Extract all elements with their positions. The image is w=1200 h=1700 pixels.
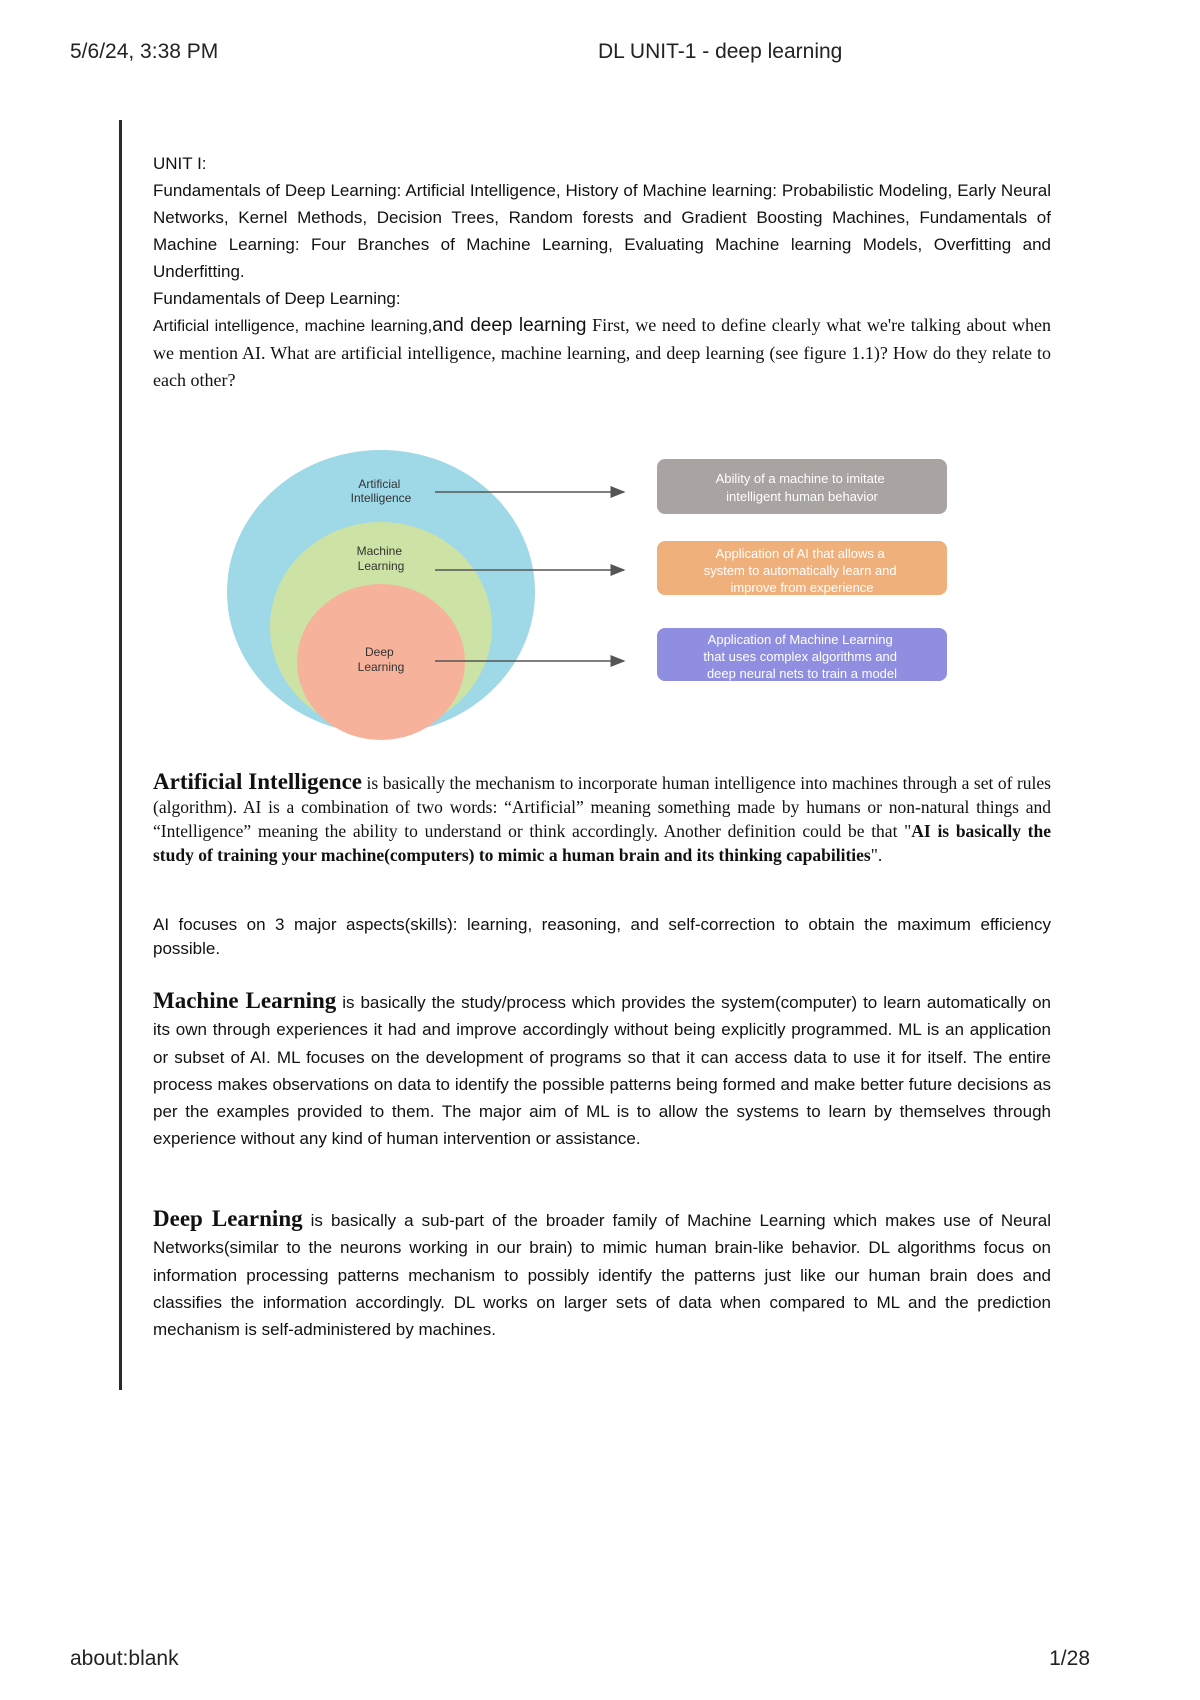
syllabus-paragraph: Fundamentals of Deep Learning: Artificial Intelligence, History of Machine learning: Probabilistic Modeling, Early Neural Networks, Kernel Methods, Decision Trees, Random forests and Gradient Boosting Machines, Fundamentals of Machine Learning: Four Branches of Machine Learning, Evaluating Machine learning Models, Overfitting and Underfitting. (153, 181, 1051, 281)
ml-circle-label-2: Learning (357, 559, 405, 573)
document-title: DL UNIT-1 - deep learning (598, 40, 843, 63)
ml-definition-text: is basically the study/process which provides the system(computer) to learn automatically on its own through experiences it had and improve accordingly without being explicitly programmed. ML is an application or subset of AI. ML focuses on the development of programs so that it can access data to use it for itself. The entire process makes observations on data to identify the possible patterns being formed and make better future decisions as per the examples provided to them. The major aim of ML is to allow the systems to learn by themselves through experience without any kind of human intervention or assistance. (153, 993, 1051, 1149)
ml-box-line-3: improve from experience (730, 580, 874, 595)
dl-box-line-3: deep neural nets to train a model (706, 666, 898, 681)
svg-text:Artificial Intelligence (351, 477, 412, 505)
ai-focus-paragraph: AI focuses on 3 major aspects(skills): learning, reasoning, and self-correction to obtain the maximum efficiency possible. (153, 915, 1051, 958)
dl-paragraph (153, 1205, 1051, 1343)
ai-term: Artificial Intelligence (153, 769, 363, 794)
ai-ml-dl-diagram (210, 440, 960, 745)
svg-text:Machine Learning (357, 544, 406, 573)
print-datetime: 5/6/24, 3:38 PM (70, 40, 219, 63)
print-header (70, 40, 1130, 70)
dl-box-line-2: that uses complex algorithms and (703, 649, 898, 664)
unit-label: UNIT I: (153, 154, 207, 173)
dl-box-line-1: Application of Machine Learning (707, 632, 893, 647)
print-footer (70, 1647, 1130, 1677)
intro-body: First, we need to define clearly what we're talking about when we mention AI. What are artificial intelligence, machine learning, and deep learning (see figure 1.1)? How do they relate to each other? (153, 315, 1051, 390)
footer-url: about:blank (70, 1647, 179, 1670)
page-number: 1/28 (1049, 1647, 1090, 1670)
svg-text:Application of AI that allows (704, 546, 901, 595)
intro-lead-2: and deep learning (432, 315, 587, 336)
ai-circle-label-1: Artificial (358, 477, 401, 491)
ml-circle-label-1: Machine (356, 544, 403, 558)
left-margin-rule (119, 120, 122, 1390)
dl-circle-label-2: Learning (357, 660, 405, 674)
intro-section (153, 150, 1051, 394)
ml-paragraph (153, 987, 1051, 1153)
ml-box-line-2: system to automatically learn and (703, 563, 897, 578)
ai-box-line-1: Ability of a machine to imitate (715, 471, 885, 486)
ai-paragraph (153, 770, 1051, 867)
ai-bold-definition: AI is basically the study of training your machine(computers) to mimic a human brain and its thinking capabilities (153, 821, 1051, 865)
ai-box-line-2: intelligent human behavior (726, 489, 878, 504)
dl-circle-label-1: Deep (364, 645, 394, 659)
ai-circle-label-2: Intelligence (350, 491, 412, 505)
ml-term: Machine Learning (153, 988, 337, 1013)
section-subheading: Fundamentals of Deep Learning: (153, 289, 401, 308)
intro-lead: Artificial intelligence, machine learning, (153, 318, 433, 335)
intro-paragraph (153, 312, 1051, 394)
ai-definition-box (657, 459, 947, 514)
svg-text:Application of Machine Learnin (703, 632, 900, 681)
dl-term: Deep Learning (153, 1206, 303, 1231)
ai-definition-text: is basically the mechanism to incorporate human intelligence into machines through a set of rules (algorithm). AI is a combination of two words: “Artificial” meaning something made by humans or non-natural things and “Intelligence” meaning the ability to understand or think accordingly. Another definition could be that " (153, 773, 1051, 841)
ml-box-line-1: Application of AI that allows a (715, 546, 885, 561)
dl-definition-text: is basically a sub-part of the broader family of Machine Learning which makes use of Neural Networks(similar to the neurons working in our brain) to mimic human brain-like behavior. DL algorithms focus on information processing patterns mechanism to possibly identify the patterns just like our human brain does and classifies the information accordingly. DL works on larger sets of data when compared to ML and the prediction mechanism is self-administered by machines. (153, 1211, 1051, 1340)
ai-quote-end: ". (870, 845, 883, 865)
